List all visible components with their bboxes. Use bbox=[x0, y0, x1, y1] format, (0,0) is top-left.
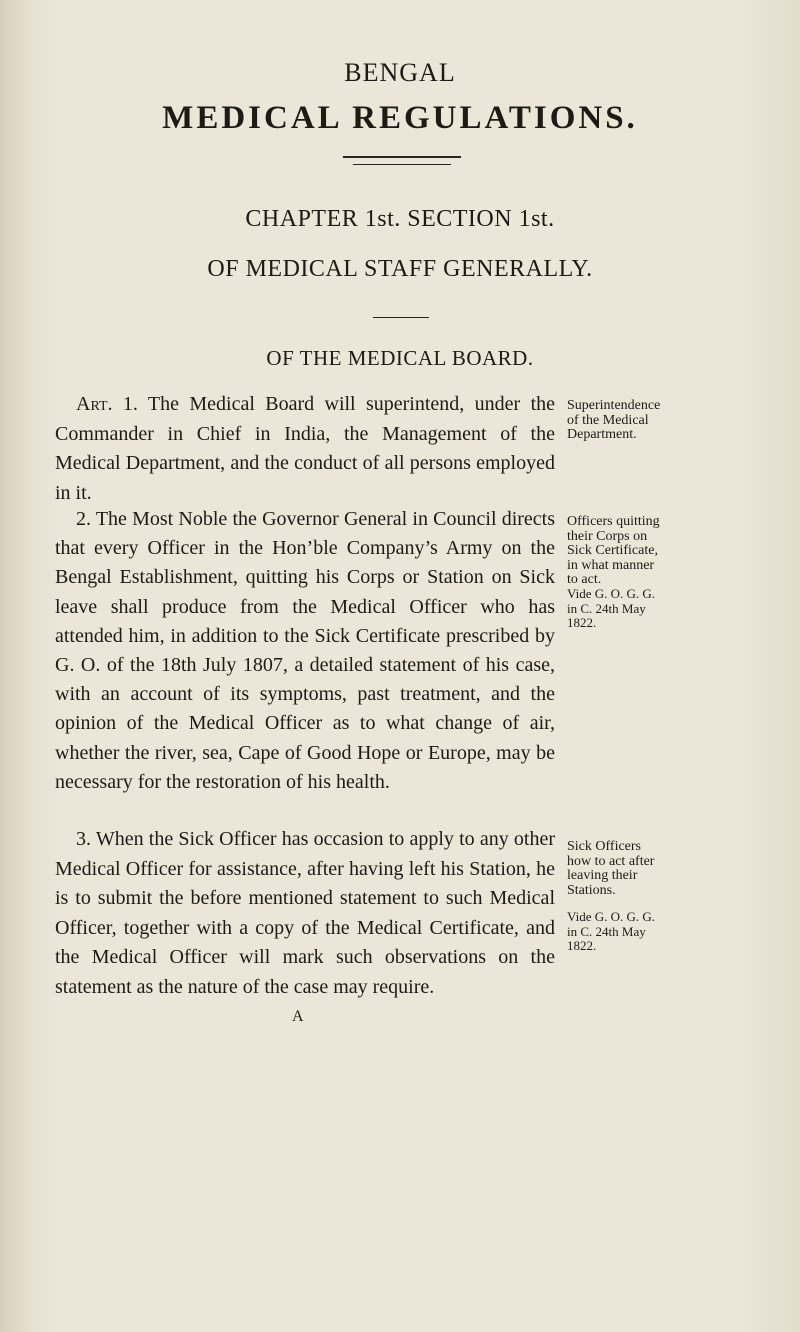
title-rule-thin bbox=[353, 164, 451, 165]
signature-mark: A bbox=[292, 1008, 304, 1025]
title-medical-regulations: MEDICAL REGULATIONS. bbox=[162, 100, 638, 136]
article-1 bbox=[55, 390, 555, 508]
subsection-heading: OF THE MEDICAL BOARD. bbox=[266, 346, 534, 370]
title-rule-thick bbox=[343, 156, 461, 158]
margin-note-superintendence: Superintendence of the Medical Department. bbox=[567, 398, 661, 442]
chapter-heading: CHAPTER 1st. SECTION 1st. bbox=[245, 206, 555, 232]
margin-note-vide-1: Vide G. O. G. G. in C. 24th May 1822. bbox=[567, 586, 656, 630]
article-3 bbox=[55, 825, 555, 1002]
article-number: Art. 1. bbox=[76, 393, 138, 415]
article-2 bbox=[55, 505, 555, 797]
margin-note-sick-officers: Sick Officers how to act after leaving their Stations. bbox=[567, 839, 655, 898]
margin-note-officers-quitting: Officers quitting their Corps on Sick Certificate, in what manner to act. bbox=[567, 514, 660, 587]
margin-note-vide-2: Vide G. O. G. G. in C. 24th May 1822. bbox=[567, 909, 656, 953]
article-text: The Most Noble the Governor General in Council directs that every Officer in the Hon’ble Company’s Army on the Bengal Establishment, quitting his Corps or Station on Sick leave shall produce from the Medical Officer who has attended him, in addition to the Sick Certificate prescribed by G. O. of the 18th July 1807, a detailed statement of his case, with an account of its symptoms, past treatment, and the opinion of the Medical Officer as to what change of air, whether the river, sea, Cape of Good Hope or Europe, may be necessary for the restoration of his health. bbox=[55, 508, 555, 793]
article-number: 3. bbox=[76, 828, 91, 850]
section-rule bbox=[373, 317, 429, 318]
article-text: The Medical Board will superintend, under the Commander in Chief in India, the Management of the Medical Department, and the conduct of all persons employed in it. bbox=[55, 393, 555, 504]
article-text: When the Sick Officer has occasion to apply to any other Medical Officer for assistance, after having left his Station, he is to submit the before mentioned statement to such Medical Officer, together with a copy of the Medical Certificate, and the Medical Officer will mark such observations on the statement as the nature of the case may require. bbox=[55, 828, 556, 998]
title-bengal: BENGAL bbox=[344, 58, 456, 87]
article-number: 2. bbox=[76, 508, 91, 530]
section-heading: OF MEDICAL STAFF GENERALLY. bbox=[207, 256, 593, 282]
